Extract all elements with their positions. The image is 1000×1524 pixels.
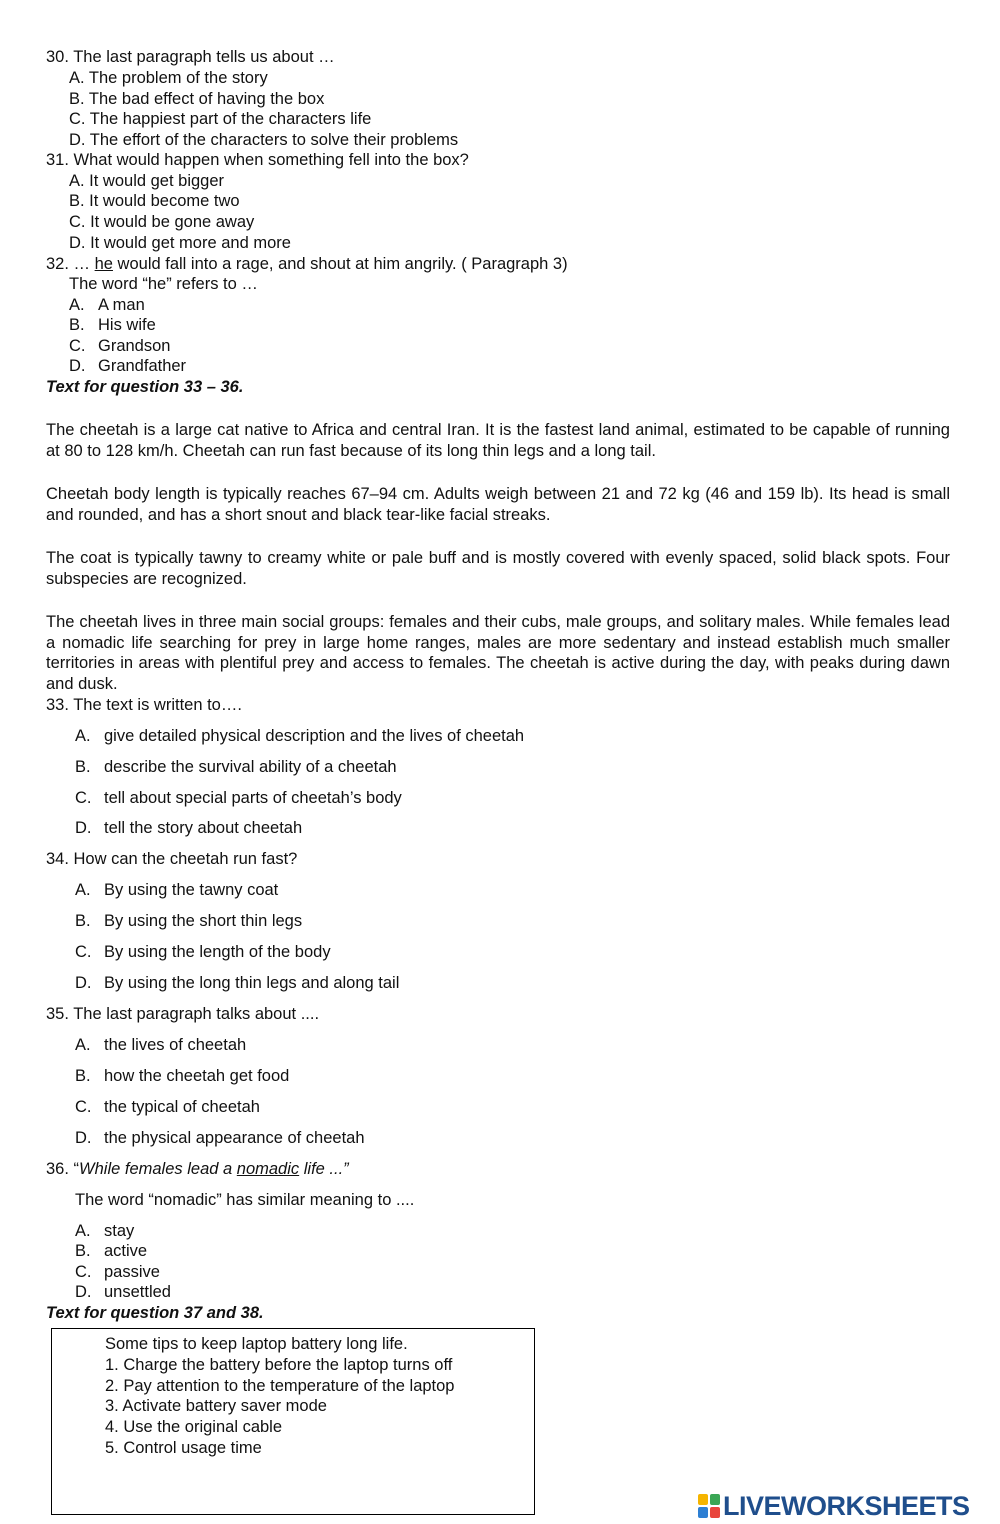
option-letter: A.: [69, 296, 85, 314]
q30-option-d[interactable]: D. The effort of the characters to solve their problems: [69, 131, 459, 149]
option-text: passive: [104, 1263, 160, 1281]
tip-item-4: 4. Use the original cable: [105, 1418, 283, 1436]
option-letter: A.: [75, 727, 91, 745]
option-letter: C.: [75, 1098, 92, 1116]
q30-option-b[interactable]: B. The bad effect of having the box: [69, 90, 325, 108]
option-text: unsettled: [104, 1283, 171, 1301]
option-text: describe the survival ability of a cheetah: [104, 758, 397, 776]
q32-option-d[interactable]: [69, 356, 186, 376]
q35-option-d[interactable]: [75, 1128, 365, 1148]
option-letter: B.: [69, 316, 85, 334]
option-text: A man: [98, 296, 145, 314]
option-letter: B.: [75, 1242, 91, 1260]
q32-option-b[interactable]: [69, 315, 156, 335]
option-letter: A.: [75, 1036, 91, 1054]
option-text: the lives of cheetah: [104, 1036, 247, 1054]
q35-option-c[interactable]: [75, 1097, 260, 1117]
q36-option-a[interactable]: [75, 1221, 134, 1241]
option-letter: D.: [75, 1283, 92, 1301]
q33-stem: 33. The text is written to….: [46, 696, 242, 714]
q31-stem: 31. What would happen when something fell into the box?: [46, 151, 469, 169]
option-text: tell about special parts of cheetah’s body: [104, 789, 402, 807]
q36-quote-end: life ...”: [299, 1160, 349, 1178]
cheetah-paragraph-1: The cheetah is a large cat native to Africa and central Iran. It is the fastest land animal, estimated to be capable of running at 80 to 128 km/h. Cheetah can run fast because of its long thin legs and a long tail.: [46, 421, 950, 460]
tip-item-5: 5. Control usage time: [105, 1439, 262, 1457]
q32-option-c[interactable]: [69, 336, 170, 356]
option-text: His wife: [98, 316, 156, 334]
option-letter: D.: [75, 1129, 92, 1147]
q33-option-a[interactable]: [75, 726, 524, 746]
q34-option-a[interactable]: [75, 880, 278, 900]
option-letter: D.: [75, 974, 92, 992]
q32-option-a[interactable]: [69, 295, 145, 315]
option-text: By using the short thin legs: [104, 912, 303, 930]
q32-stem: [46, 254, 568, 274]
option-letter: D.: [75, 819, 92, 837]
q36-subquestion: The word “nomadic” has similar meaning to ....: [75, 1191, 415, 1209]
tips-box-title: Some tips to keep laptop battery long life.: [105, 1335, 408, 1353]
liveworksheets-logo-icon: [698, 1494, 720, 1518]
option-text: By using the long thin legs and along tail: [104, 974, 400, 992]
option-letter: A.: [75, 881, 91, 899]
q30-option-a[interactable]: A. The problem of the story: [69, 69, 268, 87]
option-text: how the cheetah get food: [104, 1067, 290, 1085]
logo-tile-icon: [698, 1494, 708, 1505]
option-text: stay: [104, 1222, 135, 1240]
option-text: By using the tawny coat: [104, 881, 279, 899]
q35-stem: 35. The last paragraph talks about ....: [46, 1005, 320, 1023]
q31-option-c[interactable]: C. It would be gone away: [69, 213, 255, 231]
tip-item-2: 2. Pay attention to the temperature of the laptop: [105, 1377, 455, 1395]
logo-tile-icon: [698, 1507, 708, 1518]
q31-option-b[interactable]: B. It would become two: [69, 192, 240, 210]
q36-option-b[interactable]: [75, 1241, 147, 1261]
q33-option-b[interactable]: [75, 757, 397, 777]
tip-item-3: 3. Activate battery saver mode: [105, 1397, 327, 1415]
cheetah-paragraph-3: The coat is typically tawny to creamy white or pale buff and is mostly covered with evenly spaced, solid black spots. Four subspecies are recognized.: [46, 549, 950, 588]
liveworksheets-logo[interactable]: [698, 1490, 970, 1522]
q32-stem-prefix: 32. …: [46, 255, 95, 273]
option-letter: B.: [75, 758, 91, 776]
option-text: active: [104, 1242, 148, 1260]
option-text: tell the story about cheetah: [104, 819, 303, 837]
option-letter: C.: [75, 789, 92, 807]
q33-option-d[interactable]: [75, 818, 302, 838]
option-letter: B.: [75, 1067, 91, 1085]
tip-item-1: 1. Charge the battery before the laptop turns off: [105, 1356, 453, 1374]
option-letter: C.: [75, 1263, 92, 1281]
q35-option-b[interactable]: [75, 1066, 289, 1086]
option-text: give detailed physical description and the lives of cheetah: [104, 727, 525, 745]
q32-stem-suffix: would fall into a rage, and shout at him angrily. ( Paragraph 3): [112, 255, 568, 273]
option-text: Grandfather: [98, 357, 187, 375]
option-letter: C.: [75, 943, 92, 961]
liveworksheets-logo-text: LIVEWORKSHEETS: [723, 1490, 970, 1521]
q36-stem: [46, 1159, 349, 1179]
q36-option-d[interactable]: [75, 1282, 171, 1302]
q31-option-a[interactable]: A. It would get bigger: [69, 172, 225, 190]
section-heading-33-36: Text for question 33 – 36.: [46, 378, 244, 396]
q33-option-c[interactable]: [75, 788, 402, 808]
q36-quote-start: While females lead a: [79, 1160, 237, 1178]
option-letter: A.: [75, 1222, 91, 1240]
q36-stem-prefix: 36. “: [46, 1160, 80, 1178]
q34-stem: 34. How can the cheetah run fast?: [46, 850, 298, 868]
q30-stem: 30. The last paragraph tells us about …: [46, 48, 335, 66]
q34-option-d[interactable]: [75, 973, 399, 993]
section-heading-37-38: Text for question 37 and 38.: [46, 1304, 264, 1322]
option-letter: B.: [75, 912, 91, 930]
q32-subquestion: The word “he” refers to …: [69, 275, 258, 293]
option-letter: D.: [69, 357, 86, 375]
q35-option-a[interactable]: [75, 1035, 246, 1055]
option-text: the typical of cheetah: [104, 1098, 260, 1116]
q30-option-c[interactable]: C. The happiest part of the characters life: [69, 110, 372, 128]
logo-tile-icon: [710, 1507, 720, 1518]
q31-option-d[interactable]: D. It would get more and more: [69, 234, 291, 252]
q36-option-c[interactable]: [75, 1262, 160, 1282]
q34-option-b[interactable]: [75, 911, 302, 931]
q34-option-c[interactable]: [75, 942, 331, 962]
cheetah-paragraph-2: Cheetah body length is typically reaches 67–94 cm. Adults weigh between 21 and 72 kg (46 and 159 lb). Its head is small and rounded, and has a short snout and black tear-like facial streaks.: [46, 485, 950, 524]
option-text: Grandson: [98, 337, 171, 355]
logo-tile-icon: [710, 1494, 720, 1505]
option-text: the physical appearance of cheetah: [104, 1129, 365, 1147]
option-letter: C.: [69, 337, 86, 355]
option-text: By using the length of the body: [104, 943, 331, 961]
q36-quote-underlined-word: nomadic: [236, 1160, 300, 1178]
q32-stem-underlined-word: he: [94, 255, 113, 273]
cheetah-paragraph-4: The cheetah lives in three main social groups: females and their cubs, male groups, and solitary males. While females lead a nomadic life searching for prey in large home ranges, males are more sedentary and instead establish much smaller territories in areas with plentiful prey and access to females. The cheetah is active during the day, with peaks during dawn and dusk.: [46, 613, 950, 693]
